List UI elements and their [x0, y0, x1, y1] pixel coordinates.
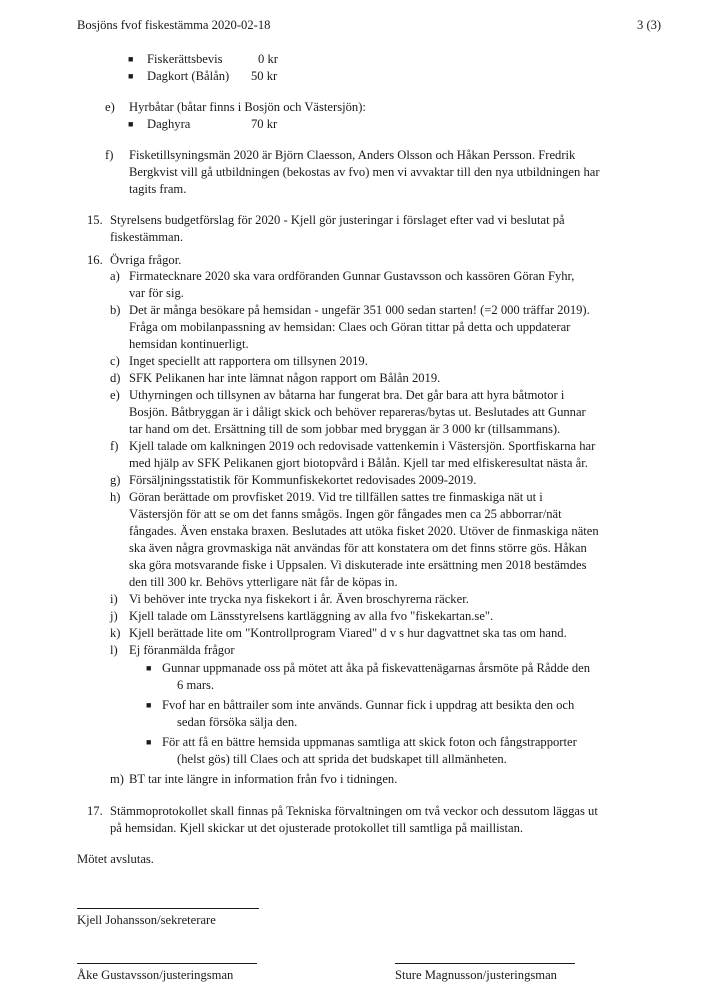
- section-line: Styrelsens budgetförslag för 2020 - Kjell gör justeringar i förslaget efter vad vi beslutat på: [110, 213, 565, 227]
- item-letter: f): [110, 439, 119, 453]
- signature-secretary: Kjell Johansson/sekreterare: [77, 913, 216, 927]
- price-label: Dagkort (Bålån): [147, 69, 230, 83]
- item-line: Det är många besökare på hemsidan - ungefär 351 000 sedan starten! (=2 000 träffar 2019).: [129, 303, 590, 317]
- document-header-title: Bosjöns fvof fiskestämma 2020-02-18: [77, 18, 271, 32]
- item-letter: c): [110, 354, 120, 368]
- sub-item-line: Fvof har en båttrailer som inte används. Gunnar fick i uppdrag att besikta den och: [162, 698, 575, 712]
- item-line: Kjell berättade lite om "Kontrollprogram Viared" d v s hur dagvattnet ska tas om hand.: [129, 626, 567, 640]
- item-line: Försäljningsstatistik för Kommunfiskekortet redovisades 2009-2019.: [129, 473, 477, 487]
- item-line: Fisketillsyningsmän 2020 är Björn Claesson, Anders Olsson och Håkan Persson. Fredrik: [129, 148, 576, 162]
- item-line: Västersjön för att se om det fanns smågös. Ingen gör fångades men ca 25 abborrar/nät: [129, 507, 562, 521]
- item-text: Hyrbåtar (båtar finns i Bosjön och Västersjön):: [129, 100, 366, 114]
- signature-line: [395, 963, 575, 964]
- item-line: Göran berättade om provfisket 2019. Vid tre tillfällen sattes tre finmaskiga nät ut i: [129, 490, 543, 504]
- bullet-square: ■: [128, 54, 134, 64]
- item-line: Bergkvist vill gå utbildningen (bekostas av fvo) men vi avvaktar till den nya utbildningen har: [129, 165, 600, 179]
- item-line: Fråga om mobilanpassning av hemsidan: Claes och Göran tittar på detta och uppdaterar: [129, 320, 571, 334]
- item-line: tar hand om det. Ersättning till de som jobbar med bryggan är 3 000 kr (tillsammans).: [129, 422, 561, 436]
- section-number: 15.: [87, 213, 103, 227]
- section-line: Stämmoprotokollet skall finnas på Tekniska förvaltningen om två veckor och dessutom läggas ut: [110, 804, 598, 818]
- price-value: 50 kr: [251, 69, 278, 83]
- closing-text: Mötet avslutas.: [77, 852, 154, 866]
- item-letter: i): [110, 592, 118, 606]
- signature-adjuster-1: Åke Gustavsson/justeringsman: [77, 968, 234, 982]
- bullet-square: ■: [128, 71, 134, 81]
- bullet-square: ■: [146, 737, 152, 747]
- bullet-square: ■: [146, 700, 152, 710]
- sub-item-line: (helst gös) till Claes och att sprida det budskapet till allmänheten.: [177, 752, 507, 766]
- page-number: 3 (3): [637, 18, 662, 32]
- item-letter: l): [110, 643, 118, 657]
- item-line: Ej föranmälda frågor: [129, 643, 235, 657]
- price-label: Fiskerättsbevis: [147, 52, 223, 66]
- item-letter: h): [110, 490, 121, 504]
- sub-item-line: Gunnar uppmanade oss på mötet att åka på fiskevattenägarnas årsmöte på Rådde den: [162, 661, 591, 675]
- item-line: Firmatecknare 2020 ska vara ordföranden Gunnar Gustavsson och kassören Göran Fyhr,: [129, 269, 575, 283]
- signature-adjuster-2: Sture Magnusson/justeringsman: [395, 968, 557, 982]
- section-number: 16.: [87, 253, 103, 267]
- section-line: fiskestämman.: [110, 230, 184, 244]
- item-line: hemsidan kontinuerligt.: [129, 337, 249, 351]
- item-line: BT tar inte längre in information från fvo i tidningen.: [129, 772, 398, 786]
- item-line: Vi behöver inte trycka nya fiskekort i år. Även broschyrerna räcker.: [129, 592, 469, 606]
- item-letter: m): [110, 772, 124, 786]
- item-line: den till 300 kr. Behövs ytterligare nät får de köpas in.: [129, 575, 398, 589]
- bullet-square: ■: [146, 663, 152, 673]
- price-label: Daghyra: [147, 117, 191, 131]
- price-value: 70 kr: [251, 117, 278, 131]
- sub-item-line: sedan försöka sälja den.: [177, 715, 298, 729]
- section-line: på hemsidan. Kjell skickar ut det ojusterade protokollet till samtliga på maillistan.: [110, 821, 524, 835]
- item-letter: e): [110, 388, 120, 402]
- bullet-square: ■: [128, 119, 134, 129]
- item-line: Bosjön. Båtbryggan är i dåligt skick och behöver repareras/bytas ut. Beslutades att Gunnar: [129, 405, 586, 419]
- item-letter: g): [110, 473, 121, 487]
- item-letter: j): [110, 609, 118, 623]
- item-line: Kjell talade om kalkningen 2019 och redovisade vattenkemin i Västersjön. Sportfiskarna har: [129, 439, 596, 453]
- signature-line: [77, 908, 259, 909]
- item-letter: f): [105, 148, 114, 162]
- item-letter: e): [105, 100, 115, 114]
- sub-item-line: 6 mars.: [177, 678, 215, 692]
- item-line: ska göra motsvarande fiske i Uppsalen. Vi diskuterade inte ersättning men 2018 bestämdes: [129, 558, 587, 572]
- item-letter: a): [110, 269, 120, 283]
- item-line: var för sig.: [129, 286, 184, 300]
- item-line: Uthyrningen och tillsynen av båtarna har fungerat bra. Det går bara att hyra båtmotor i: [129, 388, 565, 402]
- item-line: ska även några grovmaskiga nät användas för att konstatera om det finns större gös. Håkan: [129, 541, 587, 555]
- signature-line: [77, 963, 257, 964]
- item-line: Kjell talade om Länsstyrelsens kartläggning av alla fvo "fiskekartan.se".: [129, 609, 494, 623]
- sub-item-line: För att få en bättre hemsida uppmanas samtliga att skick foton och fångstrapporter: [162, 735, 577, 749]
- section-number: 17.: [87, 804, 103, 818]
- item-letter: b): [110, 303, 121, 317]
- item-line: SFK Pelikanen har inte lämnat någon rapport om Bålån 2019.: [129, 371, 441, 385]
- item-line: tagits fram.: [129, 182, 187, 196]
- section-title: Övriga frågor.: [110, 253, 182, 267]
- price-value: 0 kr: [258, 52, 278, 66]
- item-line: med hjälp av SFK Pelikanen gjort biotopvård i Bålån. Kjell tar med elfiskeresultat nästa år.: [129, 456, 588, 470]
- item-line: Inget speciellt att rapportera om tillsynen 2019.: [129, 354, 368, 368]
- item-letter: d): [110, 371, 121, 385]
- item-line: fångades. Även enstaka braxen. Beslutades att utöka fisket 2020. Utöver de finmaskiga näten: [129, 524, 599, 538]
- item-letter: k): [110, 626, 121, 640]
